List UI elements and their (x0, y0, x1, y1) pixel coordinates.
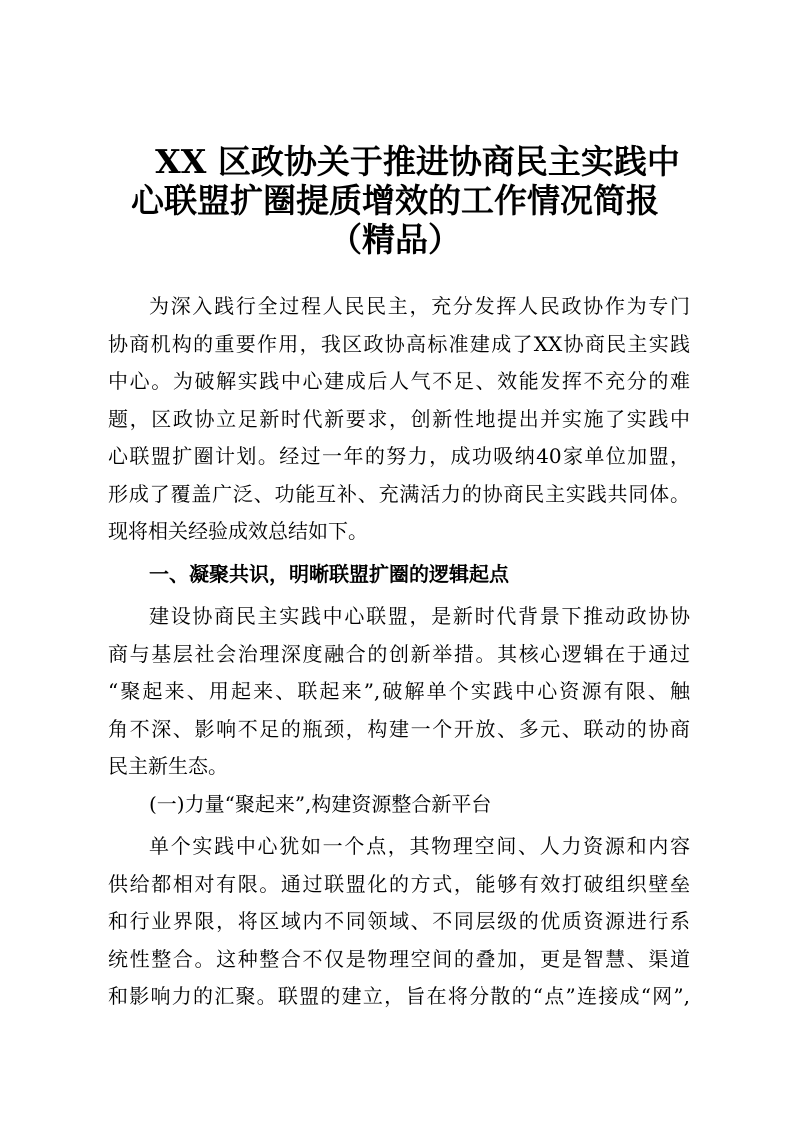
text-line: 现将相关经验成效总结如下。 (108, 519, 368, 543)
text-line: 角不深、影响不足的瓶颈，构建一个开放、多元、联动的协商 (108, 716, 690, 741)
section1-paragraph (108, 598, 690, 786)
text-line: 为深入践行全过程人民民主，充分发挥人民政协作为专门 (149, 294, 690, 318)
text-line: 心联盟扩圈计划。经过一年的努力，成功吸纳40家单位加盟， (108, 444, 690, 468)
text-line: 协商机构的重要作用，我区政协高标准建成了XX协商民主实践 (108, 331, 690, 356)
text-line: 形成了覆盖广泛、功能互补、充满活力的协商民主实践共同体。 (108, 481, 690, 506)
text-line: 民主新生态。 (108, 754, 228, 778)
intro-paragraph (108, 288, 690, 551)
subsection-heading: (一)力量“聚起来”,构建资源整合新平台 (149, 791, 492, 816)
sub1-paragraph (108, 828, 690, 1016)
title-line: （精品） (329, 220, 461, 259)
text-line: 单个实践中心犹如一个点，其物理空间、人力资源和内容 (149, 834, 690, 858)
text-line: 和行业界限，将区域内不同领域、不同层级的优质资源进行系 (108, 909, 690, 933)
text-line: 统性整合。这种整合不仅是物理空间的叠加，更是智慧、渠道 (108, 946, 690, 971)
text-line: 中心。为破解实践中心建成后人气不足、效能发挥不充分的难 (108, 369, 690, 393)
text-line: 商与基层社会治理深度融合的创新举措。其核心逻辑在于通过 (108, 641, 690, 666)
document-title (100, 142, 690, 259)
document-body (108, 288, 690, 1016)
text-line: 供给都相对有限。通过联盟化的方式，能够有效打破组织壁垒 (108, 871, 690, 896)
title-line: XX 区政协关于推进协商民主实践中 (155, 142, 680, 181)
text-line: 建设协商民主实践中心联盟，是新时代背景下推动政协协 (149, 604, 690, 628)
text-line: 和影响力的汇聚。联盟的建立，旨在将分散的“点”连接成“网”, (108, 984, 690, 1008)
title-line: 心联盟扩圈提质增效的工作情况简报 (131, 181, 659, 220)
text-line: 题，区政协立足新时代新要求，创新性地提出并实施了实践中 (108, 406, 690, 431)
section-heading: 一、凝聚共识，明晰联盟扩圈的逻辑起点 (149, 561, 509, 586)
text-line: “聚起来、用起来、联起来”,破解单个实践中心资源有限、触 (108, 679, 690, 703)
